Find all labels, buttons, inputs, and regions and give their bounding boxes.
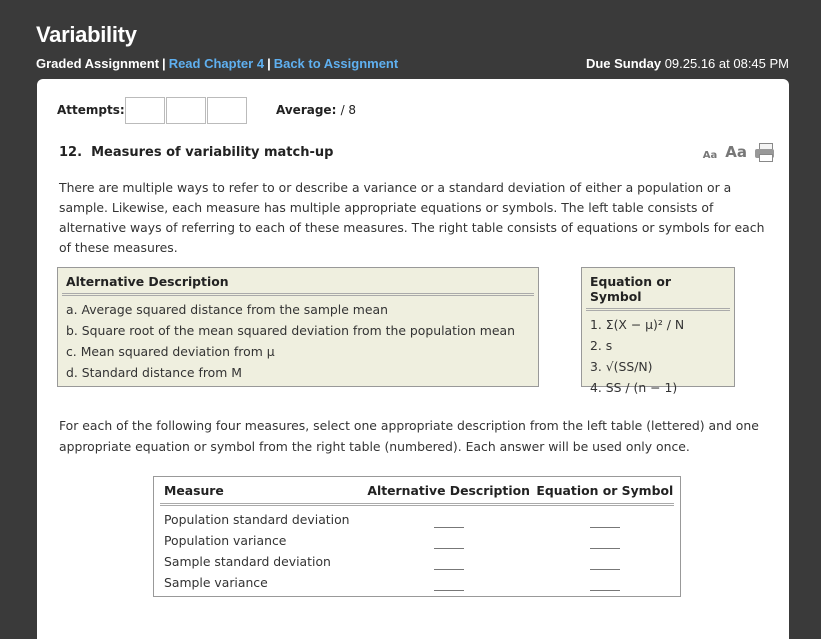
question-panel	[37, 79, 789, 639]
measure-label: Population variance	[164, 533, 287, 548]
question-title-text: Measures of variability match-up	[91, 145, 334, 160]
average	[276, 103, 356, 117]
eq-answer-select[interactable]	[590, 555, 620, 570]
due-prefix: Due Sunday	[585, 56, 662, 71]
question-intro: There are multiple ways to refer to or describe a variance or a standard deviation of either a population or a sample. Likewise, each measure has multiple appropriate equations or symbols. The left table consists of alternative ways of referring to each of these measures. The right table consists of equations or symbols for each of these measures.	[59, 180, 765, 255]
alt-answer-select[interactable]	[434, 576, 464, 591]
measure-label: Sample variance	[164, 575, 268, 590]
table-row	[160, 572, 674, 593]
table-row	[160, 509, 674, 530]
table-row	[160, 551, 674, 572]
alt-row-a: a. Average squared distance from the sample mean	[66, 302, 388, 317]
eq-row-1: 1. Σ(X − μ)² / N	[590, 317, 685, 332]
eq-row-2: 2. s	[590, 338, 613, 353]
alternative-description-table	[57, 267, 539, 387]
alt-answer-select[interactable]	[434, 534, 464, 549]
alt-answer-select[interactable]	[434, 513, 464, 528]
due-date	[586, 56, 789, 71]
alt-table-header: Alternative Description	[62, 268, 534, 296]
decrease-text-size-button[interactable]: Aa	[702, 150, 718, 161]
alt-answer-select[interactable]	[434, 555, 464, 570]
col-alt-header: Alternative Description	[367, 483, 530, 498]
due-datetime: 09.25.16 at 08:45 PM	[664, 56, 789, 71]
question-title	[59, 145, 333, 160]
eq-answer-select[interactable]	[590, 534, 620, 549]
answer-table	[153, 476, 681, 597]
attempt-boxes	[125, 97, 248, 124]
question-number: 12.	[59, 145, 83, 160]
average-label: Average:	[276, 103, 337, 117]
attempt-box	[125, 97, 165, 124]
alt-row-c: c. Mean squared deviation from μ	[66, 344, 275, 359]
alt-row-d: d. Standard distance from M	[66, 365, 242, 380]
attempt-box	[166, 97, 206, 124]
back-to-assignment-link[interactable]: Back to Assignment	[273, 56, 399, 71]
measure-label: Population standard deviation	[164, 512, 350, 527]
assignment-nav: Graded Assignment | Read Chapter 4 | Back to Assignment	[36, 56, 399, 71]
eq-answer-select[interactable]	[590, 513, 620, 528]
print-icon[interactable]	[755, 143, 775, 161]
graded-assignment-label: Graded Assignment	[36, 56, 160, 71]
eq-row-3: 3. √(SS/N)	[590, 359, 653, 374]
eq-answer-select[interactable]	[590, 576, 620, 591]
col-eq-header: Equation or Symbol	[536, 483, 674, 498]
col-measure-header: Measure	[164, 483, 224, 498]
equation-symbol-table	[581, 267, 735, 395]
attempts-label: Attempts:	[57, 103, 125, 117]
increase-text-size-button[interactable]: Aa	[725, 143, 747, 161]
read-chapter-link[interactable]: Read Chapter 4	[168, 56, 265, 71]
alt-row-b: b. Square root of the mean squared deviation from the population mean	[66, 323, 515, 338]
measure-label: Sample standard deviation	[164, 554, 331, 569]
page-title: Variability	[36, 22, 137, 47]
table-row	[160, 530, 674, 551]
average-value: / 8	[340, 103, 357, 117]
attempt-box	[207, 97, 247, 124]
eq-table-header: Equation or Symbol	[586, 268, 730, 311]
eq-row-4: 4. SS / (n − 1)	[590, 380, 678, 395]
question-instructions: For each of the following four measures, select one appropriate description from the left table (lettered) and one appropriate equation or symbol from the right table (numbered). Each answer will be used only once.	[59, 418, 759, 454]
text-tools	[703, 143, 775, 161]
